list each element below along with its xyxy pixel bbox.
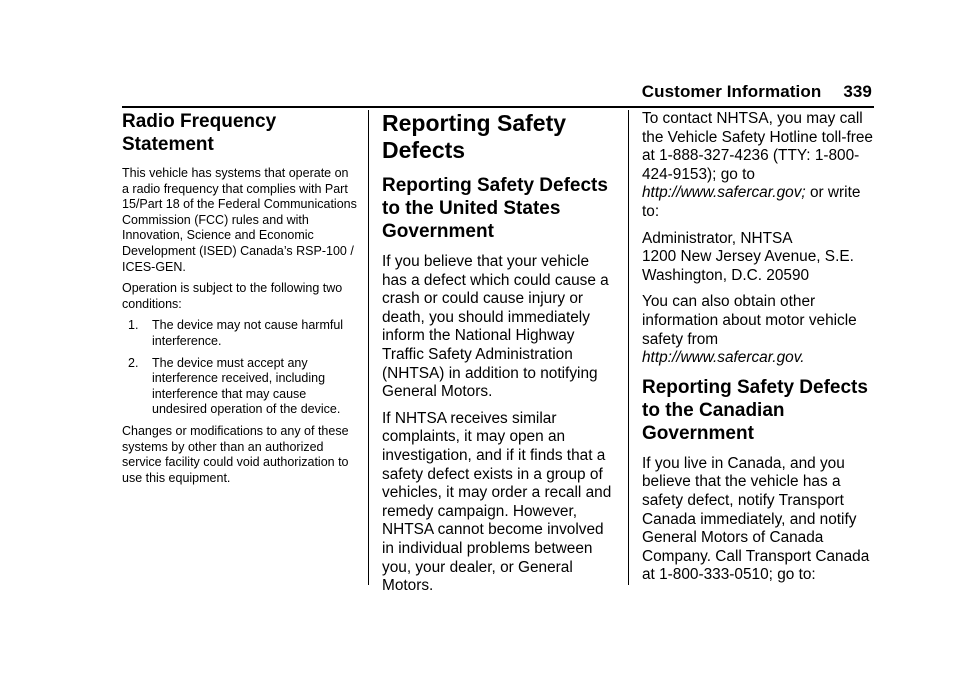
nhtsa-address: Administrator, NHTSA 1200 New Jersey Avenue, S.E. Washington, D.C. 20590: [642, 229, 854, 284]
reporting-safety-defects-heading: Reporting Safety Defects: [382, 110, 567, 163]
list-item: 2. The device must accept any interference received, including interference that may cause undesired operation of the device.: [128, 355, 341, 417]
column-1: [122, 110, 358, 492]
column-2: [382, 110, 614, 604]
section-title: Customer Information: [641, 82, 822, 101]
radio-frequency-heading: Radio Frequency Statement: [122, 111, 277, 155]
modifications-paragraph: Changes or modifications to any of these systems by other than an authorized service facility could void authorization to use this equipment.: [122, 423, 349, 485]
column-divider-2: [628, 110, 629, 585]
safercar-link-2[interactable]: http://www.safercar.gov.: [642, 349, 805, 367]
us-government-subheading: Reporting Safety Defects to the United States Government: [382, 175, 608, 242]
page-header: [642, 82, 872, 102]
us-paragraph-1: If you believe that your vehicle has a defect which could cause a crash or could cause injury or death, you should immediately inform the National Highway Traffic Safety Administration (NHTSA) in addition to notifying General Motors.: [382, 253, 609, 401]
more-info-paragraph: You can also obtain other information about motor vehicle safety from http://www.safercar.gov.: [642, 293, 857, 367]
contact-paragraph: To contact NHTSA, you may call the Vehicle Safety Hotline toll-free at 1-888-327-4236 (TTY: 1-800-424-9153); go to http://www.safercar.gov; or write to:: [642, 110, 873, 220]
radio-frequency-paragraph: This vehicle has systems that operate on a radio frequency that complies with Part 15/Part 18 of the Federal Communications Commission (FCC) rules and with Innovation, Science and Economic Development (ISED) Canada’s RSP-100 / ICES-GEN.: [122, 166, 357, 274]
canadian-government-subheading: Reporting Safety Defects to the Canadian Government: [642, 376, 868, 444]
conditions-intro: Operation is subject to the following two conditions:: [122, 281, 343, 311]
us-paragraph-2: If NHTSA receives similar complaints, it may open an investigation, and if it finds that a safety defect exists in a group of vehicles, it may order a recall and remedy campaign. However, NHTSA cannot become involved in individual problems between you, your dealer, or General Motors.: [382, 409, 612, 595]
canada-paragraph: If you live in Canada, and you believe that the vehicle has a safety defect, notify Transport Canada immediately, and notify General Motors of Canada Company. Call Transport Canada at 1-800-333-0510; go to:: [642, 454, 870, 584]
header-rule: [122, 106, 874, 108]
conditions-list: [122, 318, 358, 418]
list-item: 1. The device may not cause harmful interference.: [128, 318, 344, 348]
column-3: [642, 110, 878, 593]
column-divider-1: [368, 110, 369, 585]
page-number: 339: [843, 82, 872, 101]
safercar-link[interactable]: http://www.safercar.gov;: [642, 184, 806, 202]
